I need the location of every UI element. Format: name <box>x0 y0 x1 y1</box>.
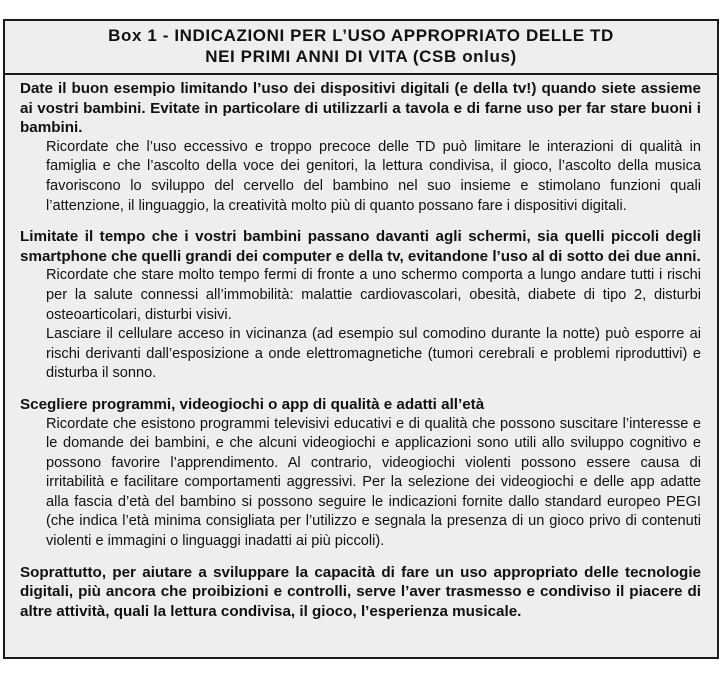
section-screen-time <box>20 227 701 384</box>
box-title-line-2: NEI PRIMI ANNI DI VITA (CSB onlus) <box>205 47 517 66</box>
guidance-box <box>3 19 719 659</box>
section-paragraph: Ricordate che stare molto tempo fermi di fronte a uno schermo comporta a lungo andare tutti i rischi per la salute connessi all’immobilità: malattie cardiovascolari, obesità, diabete di tipo 2, disturbi osteoarticolari, disturbi visivi. <box>46 267 701 323</box>
section-paragraph: Ricordate che esistono programmi televisivi educativi e di qualità che possono suscitare l’interesse e le domande dei bambini, e che alcuni videogiochi e applicazioni sono utili allo sviluppo cognitivo e possono favorire l’apprendimento. Al contrario, videogiochi violenti possono essere causa di irritabilità e facilitare comportamenti aggressivi. Per la selezione dei videogiochi e delle app adatte alla fascia d’età del bambino si possono seguire le indicazioni fornite dallo standard europeo PEGI (che indica l’età minima consigliata per l’utilizzo e segnala la presenza di un gioco privo di contenuti violenti e immagini o linguaggi inadatti ai più piccoli). <box>46 415 701 550</box>
section-paragraph: Ricordate che l’uso eccessivo e troppo precoce delle TD può limitare le interazioni di qualità in famiglia e che l’ascolto della voce dei genitori, la lettura condivisa, il gioco, l’ascolto della musica favoriscono lo sviluppo del cervello del bambino nel suo insieme e stimolano funzioni quali l’attenzione, il linguaggio, la creatività molto più di quanto possano fare i dispositivi digitali. <box>46 138 701 214</box>
section-good-example <box>20 79 701 216</box>
section-paragraph: Lasciare il cellulare acceso in vicinanza (ad esempio sul comodino durante la notte) può esporre ai rischi derivanti dall’esposizione a onde elettromagnetiche (tumori cerebrali e problemi riproduttivi) e disturba il sonno. <box>46 326 701 382</box>
section-heading: Soprattutto, per aiutare a sviluppare la capacità di fare un uso appropriato delle tecnologie digitali, più ancora che proibizioni e controlli, serve l’aver trasmesso e condiviso il piacere di altre attività, quali la lettura condivisa, il gioco, l’esperienza musicale. <box>20 563 701 620</box>
box-title <box>5 21 717 73</box>
section-heading: Limitate il tempo che i vostri bambini passano davanti agli schermi, sia quelli piccoli degli smartphone che quelli grandi dei computer e della tv, evitandone l’uso al di sotto dei due anni. <box>20 228 701 265</box>
section-heading: Date il buon esempio limitando l’uso dei dispositivi digitali (e della tv!) quando siete assieme ai vostri bambini. Evitate in particolare di utilizzarli a tavola e di farne uso per far stare buoni i bambini. <box>20 80 701 137</box>
box-title-line-1: Box 1 - INDICAZIONI PER L’USO APPROPRIATO DELLE TD <box>108 26 614 45</box>
section-above-all <box>20 563 701 622</box>
section-heading: Scegliere programmi, videogiochi o app di qualità e adatti all’età <box>20 395 485 413</box>
section-quality-content <box>20 395 701 552</box>
box-content <box>5 75 717 621</box>
